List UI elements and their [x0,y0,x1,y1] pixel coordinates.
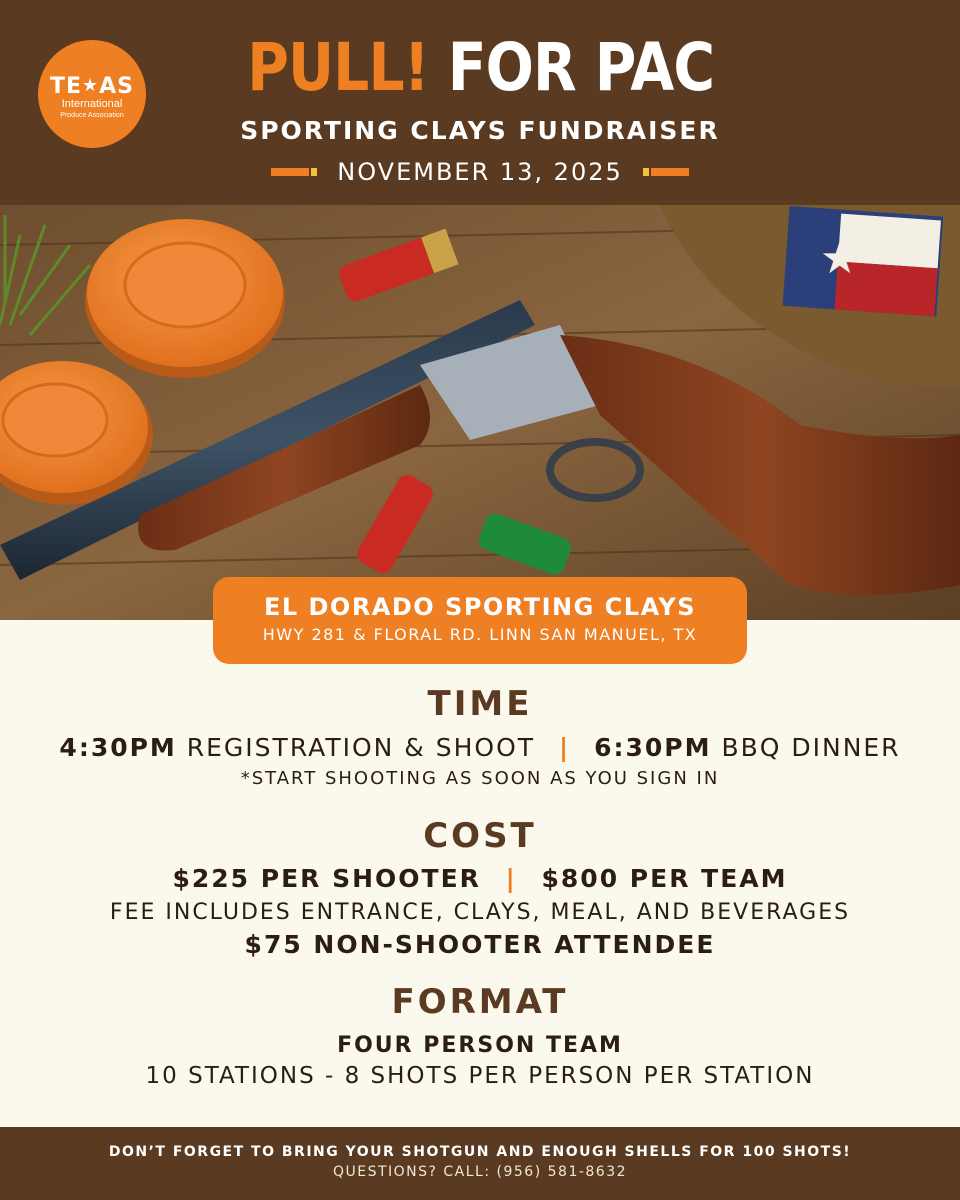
start-label: REGISTRATION & SHOOT [186,733,536,762]
date-decoration-right [643,168,689,176]
logo-line2: Produce Association [60,111,124,119]
title-accent: PULL! [247,29,429,106]
star-icon: ★ [82,74,100,96]
logo-word-right: AS [99,73,135,99]
non-shooter-price: $75 NON-SHOOTER ATTENDEE [244,930,716,959]
date-decoration-left [271,168,317,176]
time-schedule [0,733,960,762]
event-title [68,28,894,108]
time-separator: | [559,733,571,762]
shotgun-clays-photo [0,205,960,620]
format-team: FOUR PERSON TEAM [337,1033,623,1058]
start-time: 4:30PM [59,733,177,762]
event-date: NOVEMBER 13, 2025 [337,158,623,186]
time-note: *START SHOOTING AS SOON AS YOU SIGN IN [240,768,720,789]
cost-separator: | [505,864,517,893]
logo-line1: International [61,97,123,110]
time-heading: TIME [427,684,533,724]
venue-address: HWY 281 & FLORAL RD. LINN SAN MANUEL, TX [262,625,698,644]
shooter-price: $225 PER SHOOTER [172,864,481,893]
title-main: FOR PAC [447,29,715,106]
date-row [0,154,960,190]
header-banner [0,0,960,205]
cost-includes: FEE INCLUDES ENTRANCE, CLAYS, MEAL, AND BEVERAGES [109,900,851,925]
dinner-time: 6:30PM [594,733,712,762]
dinner-label: BBQ DINNER [721,733,901,762]
venue-name: EL DORADO SPORTING CLAYS [263,593,697,621]
cost-prices [0,864,960,893]
svg-text:★: ★ [820,233,860,284]
logo-word-left: TE [49,73,83,99]
footer-banner [0,1127,960,1200]
venue-badge [213,577,747,664]
format-heading: FORMAT [391,982,569,1022]
footer-questions: QUESTIONS? CALL: (956) 581-8632 [332,1164,628,1180]
cost-heading: COST [423,816,537,856]
event-subtitle: SPORTING CLAYS FUNDRAISER [240,116,720,145]
footer-reminder: DON’T FORGET TO BRING YOUR SHOTGUN AND ENOUGH SHELLS FOR 100 SHOTS! [108,1144,852,1160]
team-price: $800 PER TEAM [541,864,788,893]
format-stations: 10 STATIONS - 8 SHOTS PER PERSON PER STATION [145,1063,815,1089]
